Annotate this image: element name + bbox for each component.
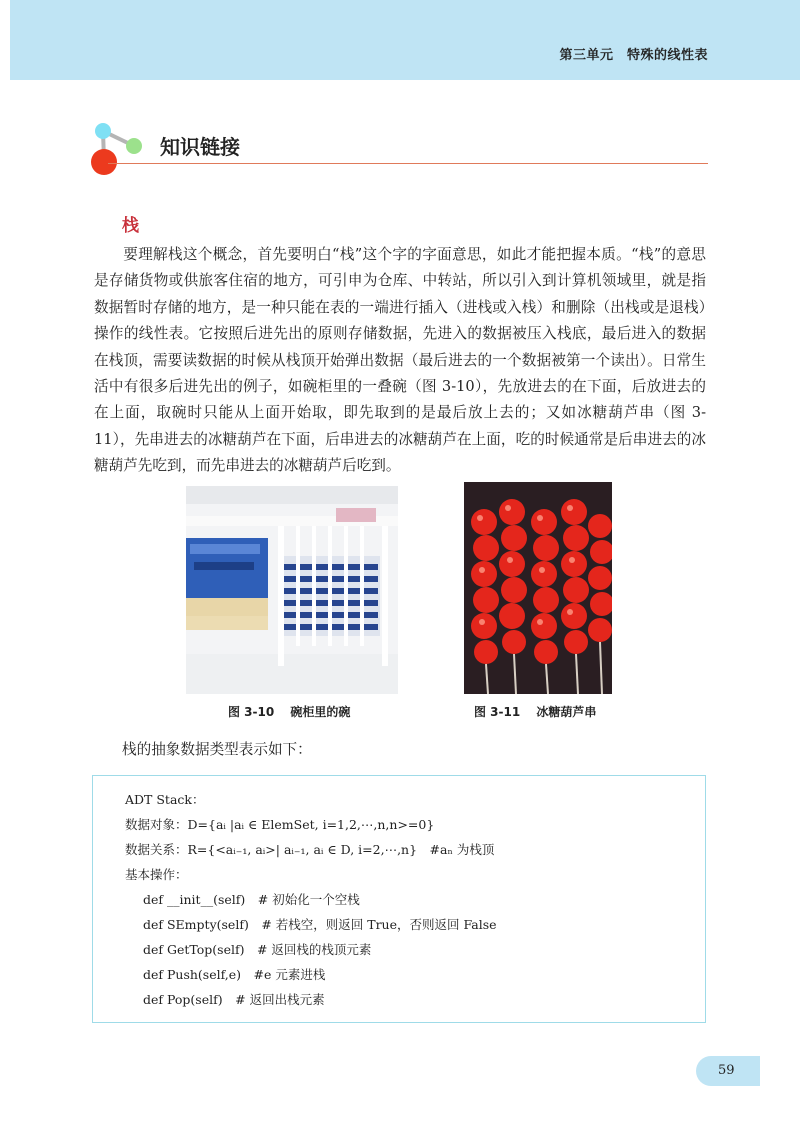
bowl-cabinet-photo [186, 486, 398, 694]
section-divider [108, 163, 708, 164]
header-band [10, 0, 800, 80]
adt-intro-text: 栈的抽象数据类型表示如下： [122, 741, 312, 758]
page-number: 59 [718, 1063, 735, 1078]
code-line: def SEmpty(self) # 若栈空，则返回 True，否则返回 False [143, 917, 497, 932]
subsection-heading: 栈 [122, 216, 139, 236]
figure-caption-haws: 图 3-11 冰糖葫芦串 [474, 705, 597, 719]
unit-title: 第三单元 特殊的线性表 [559, 48, 708, 63]
section-title: 知识链接 [160, 135, 240, 159]
molecule-node-icon [88, 118, 152, 182]
code-line: def Push(self,e) #e 元素进栈 [143, 967, 326, 982]
code-line: ADT Stack： [125, 792, 205, 807]
code-line: def Pop(self) # 返回出栈元素 [143, 992, 325, 1007]
code-line: def __init__(self) # 初始化一个空栈 [143, 892, 360, 907]
code-line: 基本操作： [125, 867, 188, 882]
candied-haws-photo [464, 482, 612, 694]
code-line: 数据关系：R={<aᵢ₋₁, aᵢ>| aᵢ₋₁, aᵢ ∈ D, i=2,⋯,n} #aₙ 为栈顶 [125, 842, 495, 857]
adt-definition-box [92, 775, 706, 1023]
body-paragraph: 要理解栈这个概念，首先要明白“栈”这个字的字面意思，如此才能把握本质。“栈”的意思是存储货物或供旅客住宿的地方，可引申为仓库、中转站，所以引入到计算机领域里，就是指数据暂时存储的地方，是一种只能在表的一端进行插入（进栈或入栈）和删除（出栈或是退栈）操作的线性表。它按照后进先出的原则存储数据，先进入的数据被压入栈底，最后进入的数据在栈顶，需要读数据的时候从栈顶开始弹出数据（最后进去的一个数据被第一个读出）。日常生活中有很多后进先出的例子，如碗柜里的一叠碗（图 3-10），先放进去的在下面，后放进去的在上面，取碗时只能从上面开始取，即先取到的是最后放上去的；又如冰糖葫芦串（图 3-11），先串进去的冰糖葫芦在下面，后串进去的冰糖葫芦在上面，吃的时候通常是后串进去的冰糖葫芦先吃到，而先串进去的冰糖葫芦后吃到。 [94, 246, 706, 475]
code-line: 数据对象：D={aᵢ |aᵢ ∈ ElemSet, i=1,2,⋯,n,n>=0} [125, 817, 435, 832]
figure-caption-bowls: 图 3-10 碗柜里的碗 [228, 705, 351, 719]
code-line: def GetTop(self) # 返回栈的栈顶元素 [143, 942, 372, 957]
